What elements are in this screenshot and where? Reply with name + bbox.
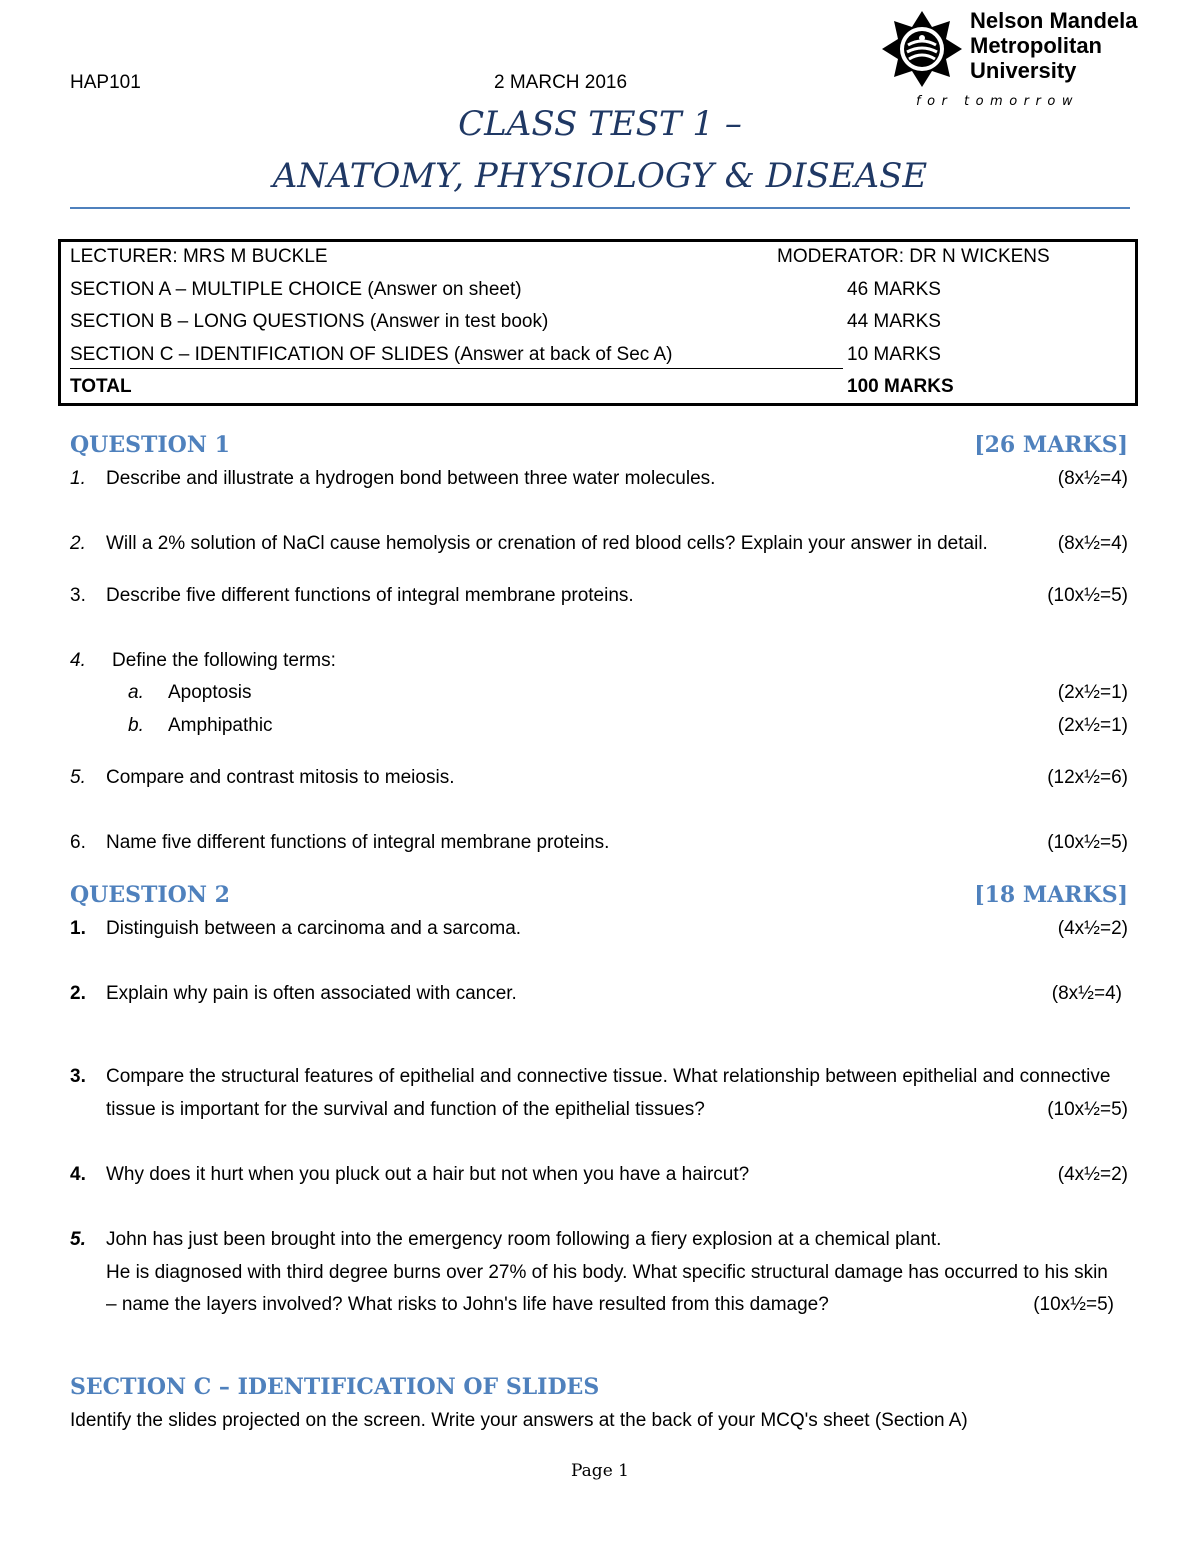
q2-item-marks: (4x½=2) [1057, 1164, 1128, 1185]
q1-item-number: 5. [70, 767, 86, 788]
section-a-label: SECTION A – MULTIPLE CHOICE [70, 279, 363, 300]
section-a-marks: 46 MARKS [847, 279, 941, 300]
q1-item-number: 1. [70, 468, 86, 489]
page-title-line1: CLASS TEST 1 – [458, 104, 742, 144]
q2-item-text: Why does it hurt when you pluck out a hair but not when you have a haircut? [106, 1164, 750, 1185]
q1-subitem-marks: (2x½=1) [1057, 682, 1128, 703]
q1-item-marks: (10x½=5) [1047, 585, 1128, 606]
university-tagline: for tomorrow [916, 94, 1079, 109]
q1-item-marks: (8x½=4) [1057, 468, 1128, 489]
section-c-label: SECTION C – IDENTIFICATION OF SLIDES [70, 344, 449, 365]
q1-item-number: 2. [70, 533, 86, 554]
q2-item-text: Explain why pain is often associated with cancer. [106, 983, 517, 1004]
q2-item-number: 5. [70, 1229, 86, 1250]
question1-total-marks: [26 MARKS] [974, 432, 1128, 458]
q2-item-number: 3. [70, 1066, 86, 1087]
total-marks: 100 MARKS [847, 376, 954, 397]
section-c-note: (Answer at back of Sec A) [448, 344, 673, 365]
lecturer-label: LECTURER: MRS M BUCKLE [70, 246, 328, 267]
q2-item-marks: (8x½=4) [1051, 983, 1122, 1004]
q1-item-marks: (10x½=5) [1047, 832, 1128, 853]
q2-item-number: 1. [70, 918, 86, 939]
section-b-label: SECTION B – LONG QUESTIONS [70, 311, 365, 332]
page-number: Page 1 [571, 1461, 629, 1481]
q1-item-text: Name five different functions of integral membrane proteins. [106, 832, 610, 853]
q1-subitem-text: Apoptosis [168, 682, 252, 703]
section-c-marks: 10 MARKS [847, 344, 941, 365]
question2-heading: QUESTION 2 [70, 882, 230, 908]
q1-subitem-text: Amphipathic [168, 715, 273, 736]
q1-item-number: 4. [70, 650, 86, 671]
section-c-instruction: Identify the slides projected on the screen. Write your answers at the back of your MCQ's sheet (Section A) [70, 1410, 968, 1431]
page-title-line2: ANATOMY, PHYSIOLOGY & DISEASE [272, 156, 928, 196]
q2-item-text-line2: He is diagnosed with third degree burns over 27% of his body. What specific structural damage has occurred to his skin [106, 1262, 1108, 1283]
section-a-note: (Answer on sheet) [362, 279, 522, 300]
q2-item-text: Distinguish between a carcinoma and a sarcoma. [106, 918, 522, 939]
section-c-row [70, 344, 673, 366]
total-label: TOTAL [70, 376, 132, 397]
q1-item-marks: (8x½=4) [1057, 533, 1128, 554]
q2-item-text-line1: John has just been brought into the emergency room following a fiery explosion at a chemical plant. [106, 1229, 942, 1250]
course-code: HAP101 [70, 72, 141, 93]
test-date: 2 MARCH 2016 [494, 72, 628, 93]
q2-item-marks: (10x½=5) [1047, 1099, 1128, 1120]
q1-subitem-letter: b. [128, 715, 144, 736]
q2-item-marks: (4x½=2) [1057, 918, 1128, 939]
section-c-heading: SECTION C – IDENTIFICATION OF SLIDES [70, 1374, 600, 1400]
q1-item-text: Describe five different functions of integral membrane proteins. [106, 585, 634, 606]
q1-subitem-marks: (2x½=1) [1057, 715, 1128, 736]
title-divider [70, 207, 1130, 209]
q2-item-number: 2. [70, 983, 86, 1004]
q2-item-number: 4. [70, 1164, 86, 1185]
q1-subitem-letter: a. [128, 682, 144, 703]
question1-heading: QUESTION 1 [70, 432, 230, 458]
university-logo-icon [876, 8, 968, 90]
total-divider [70, 368, 843, 369]
q1-item-text: Define the following terms: [112, 650, 336, 671]
q2-item-text-line2: tissue is important for the survival and function of the epithelial tissues? [106, 1099, 705, 1120]
university-name: Nelson Mandela Metropolitan University [970, 8, 1138, 83]
q1-item-number: 3. [70, 585, 86, 606]
q2-item-text-line1: Compare the structural features of epithelial and connective tissue. What relationship between epithelial and connective [106, 1066, 1111, 1087]
moderator-label: MODERATOR: DR N WICKENS [777, 246, 1050, 267]
question2-total-marks: [18 MARKS] [974, 882, 1128, 908]
q1-item-marks: (12x½=6) [1047, 767, 1128, 788]
q2-item-marks: (10x½=5) [1033, 1294, 1114, 1315]
section-b-marks: 44 MARKS [847, 311, 941, 332]
q1-item-number: 6. [70, 832, 86, 853]
section-b-row [70, 311, 548, 333]
q1-item-text: Describe and illustrate a hydrogen bond between three water molecules. [106, 468, 716, 489]
section-a-row [70, 279, 522, 301]
q1-item-text: Compare and contrast mitosis to meiosis. [106, 767, 455, 788]
q1-item-text: Will a 2% solution of NaCl cause hemolysis or crenation of red blood cells? Explain your answer in detail. [106, 533, 988, 554]
q2-item-text-line3: – name the layers involved? What risks to John's life have resulted from this damage? [106, 1294, 829, 1315]
section-b-note: (Answer in test book) [364, 311, 549, 332]
